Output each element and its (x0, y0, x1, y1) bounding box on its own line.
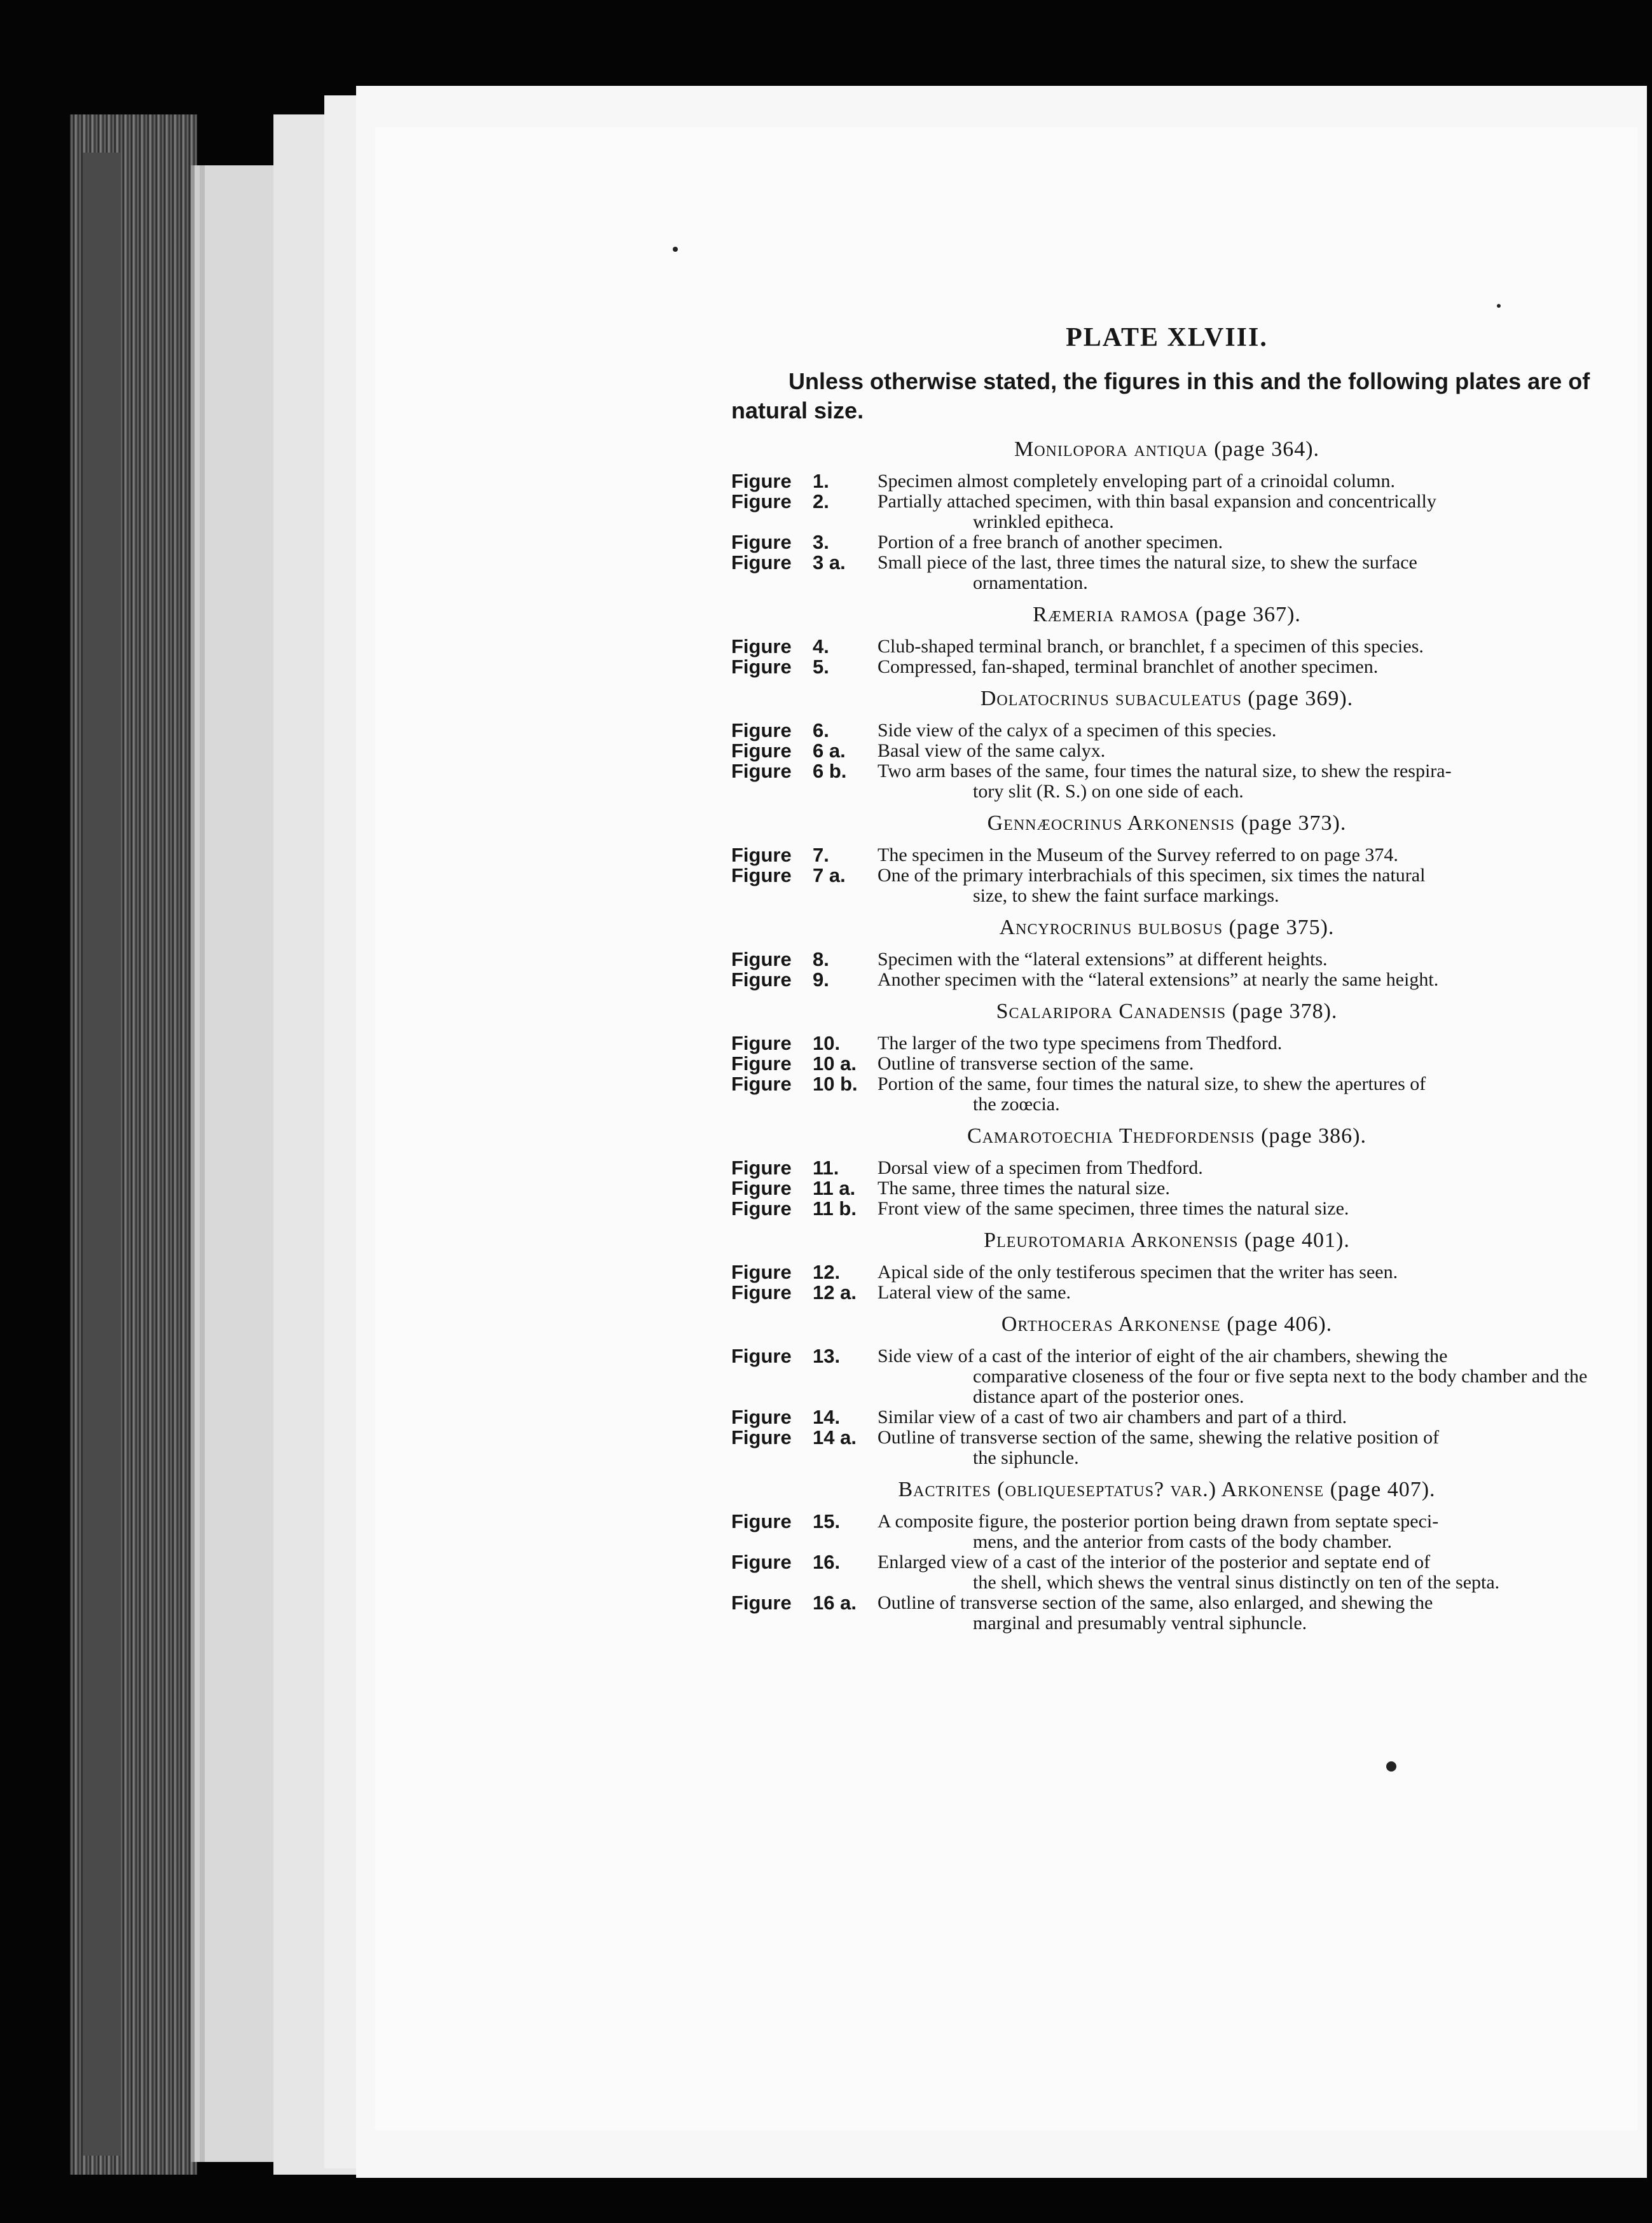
figure-label (731, 865, 878, 886)
figure-text: The specimen in the Museum of the Survey referred to on page 374. (878, 844, 1398, 865)
figure-word: Figure (731, 740, 792, 762)
figure-label (731, 720, 878, 741)
figure-word: Figure (731, 864, 792, 886)
figure-text: Club-shaped terminal branch, or branchlet, f a specimen of this species. (878, 636, 1424, 657)
figure-text: One of the primary interbrachials of this specimen, six times the natural (878, 865, 1426, 886)
figure-text: Outline of transverse section of the same, shewing the relative position of (878, 1427, 1440, 1448)
figure-word: Figure (731, 1406, 792, 1428)
figure-description (878, 970, 1602, 990)
figure-word: Figure (731, 968, 792, 991)
page-reference: (page 373). (1241, 811, 1347, 835)
figure-label (731, 471, 878, 492)
plate-description (731, 323, 1602, 1641)
figure-entry (731, 1158, 1602, 1178)
figure-number: 12. (813, 1261, 841, 1283)
page-reference: (page 369). (1248, 687, 1354, 710)
figure-entry (731, 865, 1602, 906)
figure-word: Figure (731, 635, 792, 657)
figure-number: 10 b. (813, 1073, 858, 1095)
page-reference: (page 378). (1232, 1000, 1338, 1023)
figure-text: Portion of a free branch of another specimen. (878, 532, 1223, 553)
page-reference: (page 407). (1330, 1478, 1436, 1501)
figure-entry (731, 532, 1602, 553)
figure-text-continued: the zoœcia. (973, 1094, 1060, 1115)
page-reference: (page 367). (1195, 603, 1301, 626)
figure-entry (731, 1593, 1602, 1634)
figure-description (878, 532, 1602, 553)
figure-entry (731, 949, 1602, 970)
figure-label (731, 1262, 878, 1283)
figure-text-continued: the siphuncle. (973, 1447, 1079, 1468)
figure-number: 16 a. (813, 1592, 857, 1614)
figure-text: Dorsal view of a specimen from Thedford. (878, 1157, 1203, 1178)
figure-word: Figure (731, 656, 792, 678)
figure-text-continued: comparative closeness of the four or five septa next to the body chamber and the distance apart of the posterior ones. (973, 1366, 1588, 1407)
figure-label (731, 492, 878, 512)
figure-entry (731, 637, 1602, 657)
figure-word: Figure (731, 1510, 792, 1532)
species-name: Dolatocrinus subaculeatus (980, 687, 1242, 710)
page-edges (191, 165, 286, 2162)
figure-description (878, 1158, 1602, 1178)
figure-number: 10 a. (813, 1052, 857, 1075)
figure-description (878, 1074, 1602, 1115)
figure-entry (731, 471, 1602, 492)
figure-word: Figure (731, 1281, 792, 1304)
figure-label (731, 1511, 878, 1532)
species-section (731, 1122, 1602, 1219)
species-name: Monilopora antiqua (1014, 437, 1208, 461)
figure-label (731, 970, 878, 990)
species-heading (731, 1227, 1602, 1255)
figure-text: Front view of the same specimen, three times the natural size. (878, 1198, 1349, 1219)
sections-container (731, 436, 1602, 1634)
species-heading (731, 914, 1602, 942)
figure-description (878, 1033, 1602, 1054)
figure-text: Basal view of the same calyx. (878, 740, 1106, 761)
figure-entry (731, 845, 1602, 865)
figure-text-continued: the shell, which shews the ventral sinus distinctly on ten of the septa. (973, 1572, 1500, 1593)
figure-text-continued: wrinkled epitheca. (973, 511, 1114, 532)
species-section (731, 436, 1602, 593)
plate-title: PLATE XLVIII. (1066, 323, 1268, 352)
species-heading (731, 809, 1602, 837)
figure-description (878, 1428, 1602, 1468)
figure-number: 6. (813, 719, 829, 741)
figure-text: Side view of the calyx of a specimen of this species. (878, 720, 1277, 741)
species-name: Gennæocrinus Arkonensis (987, 811, 1236, 835)
figure-description (878, 1407, 1602, 1428)
figure-text-continued: marginal and presumably ventral siphuncle. (973, 1613, 1307, 1634)
page-reference: (page 406). (1227, 1312, 1333, 1336)
figure-label (731, 1199, 878, 1219)
figure-number: 13. (813, 1345, 841, 1367)
figure-word: Figure (731, 719, 792, 741)
figure-entry (731, 492, 1602, 532)
species-heading (731, 436, 1602, 464)
figure-number: 4. (813, 635, 829, 657)
figure-entry (731, 553, 1602, 593)
figure-label (731, 1074, 878, 1094)
figure-label (731, 1552, 878, 1573)
figure-description (878, 845, 1602, 865)
figure-description (878, 1262, 1602, 1283)
figure-text: Two arm bases of the same, four times the natural size, to shew the respira- (878, 761, 1452, 781)
figure-word: Figure (731, 1426, 792, 1449)
figure-label (731, 1428, 878, 1448)
figure-description (878, 949, 1602, 970)
figure-label (731, 845, 878, 865)
species-heading (731, 1122, 1602, 1150)
figure-word: Figure (731, 1261, 792, 1283)
figure-label (731, 657, 878, 677)
species-name: Orthoceras Arkonense (1001, 1312, 1221, 1336)
species-section (731, 809, 1602, 906)
intro-text: Unless otherwise stated, the figures in this and the following plates are of natural size. (731, 368, 1590, 423)
figure-label (731, 949, 878, 970)
figure-entry (731, 1199, 1602, 1219)
figure-label (731, 1346, 878, 1366)
species-name: Pleurotomaria Arkonensis (984, 1228, 1239, 1252)
species-heading (731, 1311, 1602, 1339)
figure-description (878, 1283, 1602, 1303)
figure-text: Apical side of the only testiferous specimen that the writer has seen. (878, 1262, 1398, 1283)
figure-description (878, 492, 1602, 532)
species-name: Ræmeria ramosa (1033, 603, 1190, 626)
figure-entry (731, 1283, 1602, 1303)
figure-label (731, 1283, 878, 1303)
figure-description (878, 471, 1602, 492)
figure-word: Figure (731, 490, 792, 513)
figure-text: Partially attached specimen, with thin basal expansion and concentrically (878, 491, 1436, 512)
figure-text: Specimen almost completely enveloping part of a crinoidal column. (878, 471, 1395, 492)
figure-label (731, 761, 878, 781)
page-reference: (page 364). (1214, 437, 1320, 461)
figure-number: 1. (813, 470, 829, 492)
figure-entry (731, 1346, 1602, 1407)
figure-description (878, 637, 1602, 657)
figure-description (878, 1178, 1602, 1199)
figure-text: Compressed, fan-shaped, terminal branchlet of another specimen. (878, 656, 1379, 677)
page-reference: (page 386). (1261, 1124, 1366, 1148)
figure-number: 3 a. (813, 551, 846, 574)
figure-entry (731, 761, 1602, 802)
figure-text: A composite figure, the posterior portion being drawn from septate speci- (878, 1511, 1439, 1532)
figure-description (878, 1199, 1602, 1219)
figure-number: 14. (813, 1406, 841, 1428)
species-section (731, 1227, 1602, 1303)
figure-description (878, 1593, 1602, 1634)
figure-label (731, 1407, 878, 1428)
figure-entry (731, 1074, 1602, 1115)
figure-entry (731, 720, 1602, 741)
figure-label (731, 532, 878, 553)
figure-number: 11. (813, 1157, 839, 1179)
figure-text: Small piece of the last, three times the natural size, to shew the surface (878, 552, 1417, 573)
species-heading (731, 601, 1602, 629)
species-section (731, 685, 1602, 802)
figure-entry (731, 1054, 1602, 1074)
paper-speck (1497, 304, 1501, 308)
figure-number: 6 a. (813, 740, 846, 762)
page-reference: (page 401). (1244, 1228, 1350, 1252)
figure-label (731, 741, 878, 761)
figure-word: Figure (731, 1345, 792, 1367)
figure-label (731, 1054, 878, 1074)
figure-number: 9. (813, 968, 829, 991)
figure-word: Figure (731, 1052, 792, 1075)
figure-word: Figure (731, 531, 792, 553)
species-name: Ancyrocrinus bulbosus (999, 916, 1223, 939)
figure-entry (731, 1033, 1602, 1054)
figure-description (878, 657, 1602, 677)
species-section (731, 914, 1602, 990)
species-section (731, 601, 1602, 677)
figure-entry (731, 970, 1602, 990)
species-name: Bactrites (obliqueseptatus? var.) Arkonense (898, 1478, 1325, 1501)
figure-entry (731, 1407, 1602, 1428)
figure-number: 12 a. (813, 1281, 857, 1304)
figure-number: 8. (813, 948, 829, 970)
figure-description (878, 720, 1602, 741)
figure-text: Another specimen with the “lateral extensions” at nearly the same height. (878, 969, 1439, 990)
figure-word: Figure (731, 844, 792, 866)
species-section (731, 1476, 1602, 1634)
species-heading (731, 1476, 1602, 1504)
figure-text: Side view of a cast of the interior of eight of the air chambers, shewing the (878, 1346, 1448, 1366)
figure-word: Figure (731, 1551, 792, 1573)
figure-number: 14 a. (813, 1426, 857, 1449)
figure-text: Outline of transverse section of the same, also enlarged, and shewing the (878, 1592, 1433, 1613)
figure-number: 2. (813, 490, 829, 513)
figure-label (731, 637, 878, 657)
figure-number: 5. (813, 656, 829, 678)
figure-text-continued: mens, and the anterior from casts of the body chamber. (973, 1531, 1392, 1552)
figure-number: 11 a. (813, 1177, 856, 1199)
figure-text: Similar view of a cast of two air chambers and part of a third. (878, 1407, 1347, 1428)
figure-entry (731, 1428, 1602, 1468)
page-reference: (page 375). (1229, 916, 1335, 939)
figure-word: Figure (731, 1157, 792, 1179)
figure-description (878, 553, 1602, 593)
figure-description (878, 1511, 1602, 1552)
figure-text-continued: size, to shew the faint surface markings. (973, 885, 1279, 906)
figure-description (878, 865, 1602, 906)
figure-number: 3. (813, 531, 829, 553)
figure-word: Figure (731, 760, 792, 782)
book-spine-shadow (83, 153, 121, 2156)
species-heading (731, 998, 1602, 1026)
species-section (731, 998, 1602, 1115)
figure-label (731, 1158, 878, 1178)
figure-word: Figure (731, 470, 792, 492)
species-name: Camarotoechia Thedfordensis (967, 1124, 1255, 1148)
figure-text: Specimen with the “lateral extensions” at different heights. (878, 949, 1328, 970)
figure-description (878, 741, 1602, 761)
species-name: Scalaripora Canadensis (996, 1000, 1227, 1023)
figure-entry (731, 1511, 1602, 1552)
figure-number: 15. (813, 1510, 841, 1532)
figure-description (878, 1552, 1602, 1593)
figure-text-continued: ornamentation. (973, 572, 1088, 593)
figure-word: Figure (731, 1592, 792, 1614)
figure-number: 11 b. (813, 1197, 857, 1220)
figure-word: Figure (731, 1073, 792, 1095)
species-section (731, 1311, 1602, 1468)
figure-entry (731, 741, 1602, 761)
figure-entry (731, 1262, 1602, 1283)
figure-description (878, 761, 1602, 802)
figure-text: Outline of transverse section of the same. (878, 1053, 1194, 1074)
figure-text-continued: tory slit (R. S.) on one side of each. (973, 781, 1244, 802)
figure-text: Lateral view of the same. (878, 1282, 1071, 1303)
figure-entry (731, 1178, 1602, 1199)
figure-number: 6 b. (813, 760, 847, 782)
figure-entry (731, 1552, 1602, 1593)
figure-description (878, 1054, 1602, 1074)
figure-number: 7. (813, 844, 829, 866)
figure-text: Portion of the same, four times the natural size, to shew the apertures of (878, 1073, 1426, 1094)
figure-entry (731, 657, 1602, 677)
figure-label (731, 1593, 878, 1613)
figure-word: Figure (731, 1197, 792, 1220)
figure-text: Enlarged view of a cast of the interior of the posterior and septate end of (878, 1552, 1431, 1573)
figure-number: 10. (813, 1032, 841, 1054)
figure-word: Figure (731, 551, 792, 574)
paper-speck (1386, 1761, 1396, 1772)
figure-word: Figure (731, 1032, 792, 1054)
species-heading (731, 685, 1602, 713)
figure-label (731, 553, 878, 573)
figure-number: 7 a. (813, 864, 846, 886)
figure-label (731, 1033, 878, 1054)
figure-text: The larger of the two type specimens from Thedford. (878, 1033, 1283, 1054)
figure-description (878, 1346, 1602, 1407)
figure-number: 16. (813, 1551, 841, 1573)
figure-word: Figure (731, 948, 792, 970)
paper-speck (673, 247, 678, 252)
figure-word: Figure (731, 1177, 792, 1199)
figure-label (731, 1178, 878, 1199)
figure-text: The same, three times the natural size. (878, 1178, 1170, 1199)
